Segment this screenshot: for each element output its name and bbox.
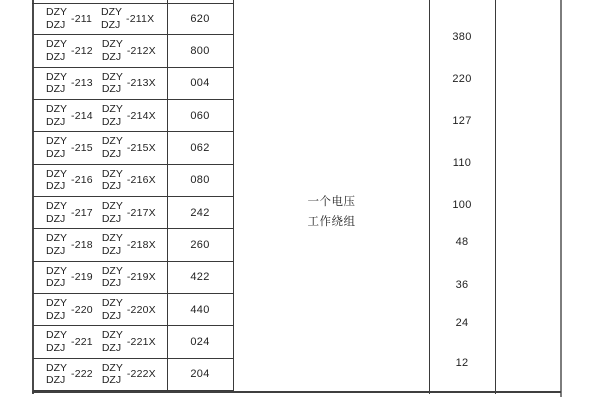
model-prefix-stack [102, 103, 123, 128]
model-suffix: -211X [126, 12, 155, 25]
model-prefix-stack [102, 135, 123, 160]
model-prefix-stack [46, 362, 67, 387]
model-prefix-bottom: DZJ [101, 309, 122, 322]
model-prefix-stack [46, 232, 67, 257]
model-prefix-bottom: DZJ [101, 341, 122, 354]
winding-label-cell [234, 192, 429, 232]
model-suffix: -218X [126, 238, 156, 251]
model-cell [46, 197, 156, 228]
model-prefix-stack [102, 38, 123, 63]
model-prefix-bottom: DZJ [46, 244, 66, 257]
model-prefix-bottom: DZJ [46, 374, 66, 387]
model-prefix-top: DZY [46, 70, 67, 83]
model-x-variant [102, 38, 156, 63]
table-row [33, 229, 234, 261]
model-cell [46, 294, 156, 325]
code-cell: 024 [190, 335, 210, 348]
table-row [33, 326, 234, 358]
voltage-value: 127 [452, 115, 472, 127]
model-suffix: -219 [71, 271, 93, 284]
model-basic [46, 265, 93, 290]
model-prefix-bottom: DZJ [46, 18, 66, 31]
model-prefix-stack [102, 329, 123, 354]
model-prefix-top: DZY [46, 200, 67, 213]
code-cell: 004 [190, 77, 210, 90]
model-x-variant [102, 297, 156, 322]
model-prefix-top: DZY [101, 264, 123, 277]
model-prefix-bottom: DZJ [101, 180, 122, 193]
model-prefix-top: DZY [46, 329, 67, 342]
code-cell: 204 [190, 368, 210, 381]
model-suffix: -216X [126, 174, 156, 187]
model-basic [46, 71, 93, 96]
model-prefix-stack [102, 362, 123, 387]
model-prefix-stack [46, 38, 67, 63]
model-prefix-top: DZY [46, 297, 67, 310]
model-prefix-bottom: DZJ [101, 277, 122, 290]
model-prefix-bottom: DZJ [101, 212, 122, 225]
model-prefix-stack [46, 297, 67, 322]
model-basic [46, 329, 93, 354]
model-prefix-stack [46, 103, 67, 128]
model-cell [46, 132, 156, 163]
model-prefix-bottom: DZJ [46, 212, 66, 225]
model-prefix-top: DZY [46, 103, 67, 116]
model-x-variant [102, 265, 156, 290]
voltage-value: 110 [452, 157, 472, 169]
model-prefix-stack [46, 329, 67, 354]
model-suffix: -212 [71, 44, 93, 57]
model-prefix-top: DZY [101, 200, 123, 213]
code-cell: 242 [190, 206, 210, 219]
model-suffix: -215X [126, 141, 156, 154]
model-cell [46, 100, 156, 131]
model-suffix: -214 [71, 109, 93, 122]
table-row [33, 197, 234, 229]
voltage-value: 220 [452, 73, 472, 85]
model-suffix: -221 [71, 335, 93, 348]
model-prefix-bottom: DZJ [46, 309, 66, 322]
model-prefix-stack [102, 71, 123, 96]
model-suffix: -216 [71, 174, 93, 187]
voltage-value: 100 [452, 199, 472, 211]
table-right-border [560, 0, 562, 397]
table-row [33, 165, 234, 197]
code-cell: 060 [190, 109, 210, 122]
model-prefix-bottom: DZJ [46, 277, 66, 290]
model-suffix: -219X [126, 271, 156, 284]
model-basic [46, 362, 93, 387]
model-basic [46, 168, 93, 193]
model-prefix-top: DZY [101, 167, 123, 180]
voltage-column [429, 0, 495, 392]
model-suffix: -217X [126, 206, 156, 219]
model-cell [46, 359, 156, 390]
model-prefix-stack [46, 265, 67, 290]
model-prefix-stack [101, 6, 122, 31]
model-prefix-top: DZY [46, 135, 67, 148]
table-row [33, 294, 234, 326]
table-row [33, 3, 234, 35]
model-prefix-top: DZY [101, 103, 123, 116]
model-prefix-top: DZY [101, 297, 123, 310]
model-x-variant [102, 362, 156, 387]
model-prefix-top: DZY [101, 361, 123, 374]
model-prefix-top: DZY [46, 361, 67, 374]
model-prefix-top: DZY [46, 232, 67, 245]
model-prefix-bottom: DZJ [101, 244, 122, 257]
model-suffix: -217 [71, 206, 93, 219]
model-x-variant [101, 6, 154, 31]
model-suffix: -220 [71, 303, 93, 316]
model-x-variant [102, 135, 156, 160]
model-prefix-top: DZY [101, 135, 123, 148]
voltage-value: 48 [455, 236, 469, 248]
model-cell [46, 165, 156, 196]
model-prefix-bottom: DZJ [101, 83, 122, 96]
code-cell: 080 [190, 174, 210, 187]
model-suffix: -218 [71, 238, 93, 251]
model-prefix-bottom: DZJ [101, 115, 122, 128]
model-prefix-stack [102, 200, 123, 225]
model-prefix-bottom: DZJ [46, 180, 66, 193]
model-basic [46, 135, 93, 160]
model-suffix: -220X [126, 303, 156, 316]
model-basic [46, 297, 93, 322]
model-prefix-stack [46, 200, 67, 225]
voltage-value: 36 [455, 279, 469, 291]
model-prefix-bottom: DZJ [46, 50, 66, 63]
table-row [33, 359, 234, 391]
voltage-value: 380 [452, 31, 472, 43]
model-prefix-bottom: DZJ [101, 50, 122, 63]
model-x-variant [102, 103, 156, 128]
model-prefix-top: DZY [101, 70, 123, 83]
model-prefix-stack [102, 168, 123, 193]
model-basic [46, 6, 92, 31]
model-prefix-top: DZY [46, 167, 67, 180]
model-cell [46, 68, 156, 99]
model-prefix-bottom: DZJ [46, 83, 66, 96]
model-suffix: -214X [126, 109, 156, 122]
winding-label-line1: 一个电压 [307, 196, 356, 208]
code-cell: 620 [190, 12, 210, 25]
model-x-variant [102, 232, 156, 257]
model-prefix-stack [46, 135, 67, 160]
model-prefix-bottom: DZJ [46, 147, 66, 160]
model-prefix-stack [46, 168, 67, 193]
model-suffix: -215 [71, 141, 93, 154]
model-basic [46, 200, 93, 225]
table-row [33, 35, 234, 67]
model-prefix-bottom: DZJ [101, 374, 122, 387]
model-prefix-stack [102, 265, 123, 290]
table-row [33, 262, 234, 294]
model-cell [46, 262, 156, 293]
model-suffix: -212X [126, 44, 156, 57]
model-suffix: -213X [126, 77, 156, 90]
model-prefix-top: DZY [101, 6, 123, 19]
model-suffix: -222X [126, 368, 156, 381]
model-prefix-top: DZY [46, 264, 67, 277]
voltage-value: 12 [455, 357, 469, 369]
model-prefix-stack [102, 297, 123, 322]
model-prefix-bottom: DZJ [101, 18, 121, 31]
model-basic [46, 232, 93, 257]
code-cell: 260 [190, 238, 210, 251]
table-row [33, 68, 234, 100]
model-x-variant [102, 168, 156, 193]
model-basic [46, 38, 93, 63]
model-x-variant [102, 329, 156, 354]
model-prefix-stack [46, 6, 67, 31]
code-cell: 062 [190, 141, 210, 154]
model-prefix-top: DZY [46, 6, 67, 19]
model-suffix: -213 [71, 77, 93, 90]
model-x-variant [102, 200, 156, 225]
table-row [33, 132, 234, 164]
model-cell [46, 3, 154, 34]
model-prefix-bottom: DZJ [46, 115, 66, 128]
model-prefix-top: DZY [101, 232, 123, 245]
model-cell [46, 35, 156, 66]
model-prefix-bottom: DZJ [46, 341, 66, 354]
model-cell [46, 229, 156, 260]
code-cell: 422 [190, 271, 210, 284]
model-cell [46, 326, 156, 357]
model-prefix-top: DZY [46, 38, 67, 51]
model-suffix: -221X [126, 335, 156, 348]
model-prefix-bottom: DZJ [101, 147, 122, 160]
winding-label-line2: 工作绕组 [307, 216, 356, 228]
model-prefix-top: DZY [101, 329, 123, 342]
table-row [33, 100, 234, 132]
code-cell: 440 [190, 303, 210, 316]
model-x-variant [102, 71, 156, 96]
model-prefix-stack [102, 232, 123, 257]
model-basic [46, 103, 93, 128]
model-prefix-stack [46, 71, 67, 96]
model-suffix: -211 [71, 12, 93, 25]
model-prefix-top: DZY [101, 38, 123, 51]
model-suffix: -222 [71, 368, 93, 381]
code-cell: 800 [190, 44, 210, 57]
voltage-value: 24 [455, 317, 469, 329]
